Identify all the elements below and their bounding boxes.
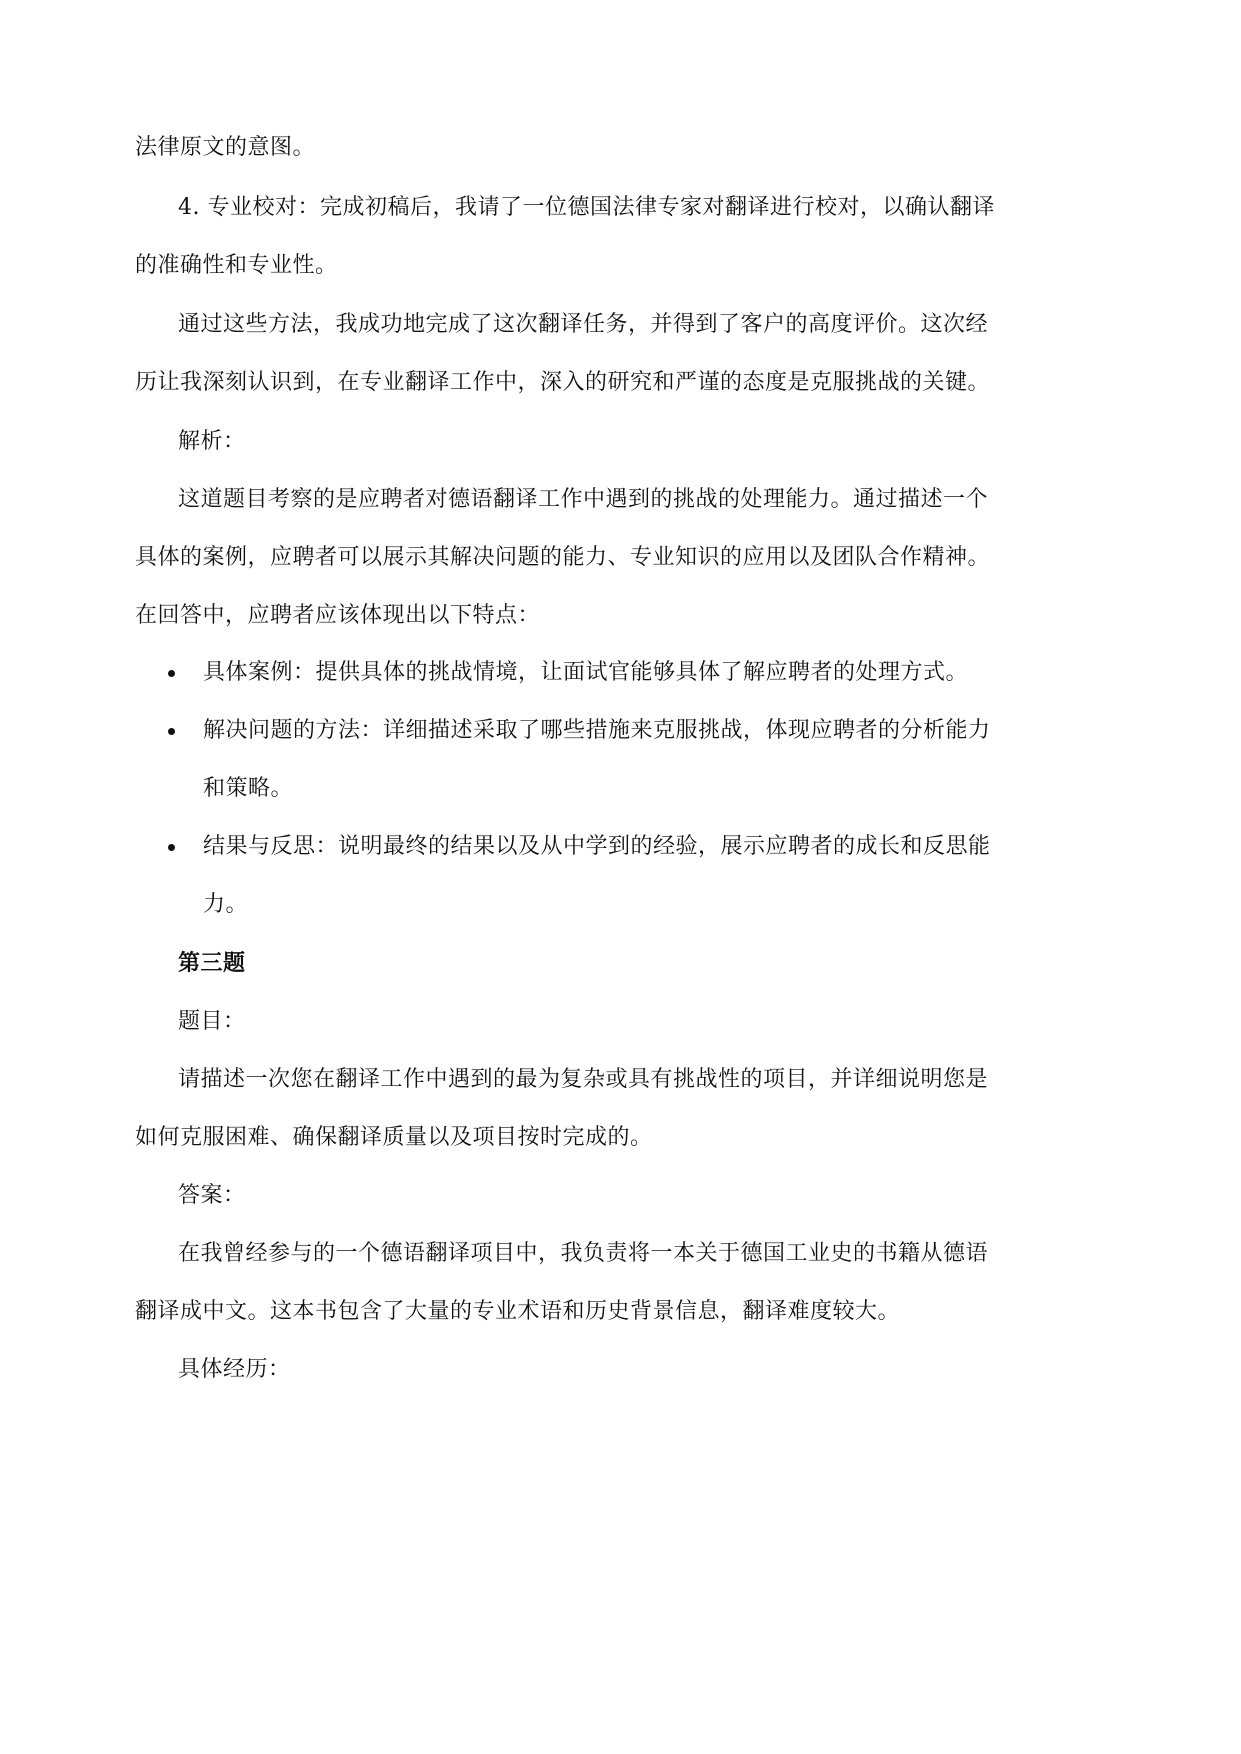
section-heading: 第三题: [178, 950, 246, 976]
bullet-item-2-line-1: 解决问题的方法：详细描述采取了哪些措施来克服挑战，体现应聘者的分析能力: [203, 718, 991, 743]
bullet-icon: [168, 844, 175, 851]
answer-line-1: 在我曾经参与的一个德语翻译项目中，我负责将一本关于德国工业史的书籍从德语: [178, 1241, 989, 1266]
conclusion-line-2: 历让我深刻认识到，在专业翻译工作中，深入的研究和严谨的态度是克服挑战的关键。: [135, 370, 991, 395]
bullet-item-3-line-1: 结果与反思：说明最终的结果以及从中学到的经验，展示应聘者的成长和反思能: [203, 834, 991, 859]
question-line-2: 如何克服困难、确保翻译质量以及项目按时完成的。: [135, 1125, 653, 1150]
analysis-line-1: 这道题目考察的是应聘者对德语翻译工作中遇到的挑战的处理能力。通过描述一个: [178, 487, 989, 512]
bullet-item-2-line-2: 和策略。: [203, 776, 294, 801]
bullet-item-3-line-2: 力。: [203, 892, 249, 917]
experience-label: 具体经历：: [178, 1357, 291, 1382]
bullet-item-1-line-1: 具体案例：提供具体的挑战情境，让面试官能够具体了解应聘者的处理方式。: [203, 660, 969, 685]
answer-line-2: 翻译成中文。这本书包含了大量的专业术语和历史背景信息，翻译难度较大。: [135, 1299, 901, 1324]
paragraph-line: 法律原文的意图。: [135, 135, 316, 160]
analysis-line-2: 具体的案例，应聘者可以展示其解决问题的能力、专业知识的应用以及团队合作精神。: [135, 545, 991, 570]
bullet-icon: [168, 670, 175, 677]
conclusion-line-1: 通过这些方法，我成功地完成了这次翻译任务，并得到了客户的高度评价。这次经: [178, 312, 989, 337]
analysis-line-3: 在回答中，应聘者应该体现出以下特点：: [135, 603, 541, 628]
numbered-item-4-line-2: 的准确性和专业性。: [135, 253, 338, 278]
bullet-icon: [168, 728, 175, 735]
question-line-1: 请描述一次您在翻译工作中遇到的最为复杂或具有挑战性的项目，并详细说明您是: [178, 1067, 989, 1092]
analysis-label: 解析：: [178, 429, 246, 454]
numbered-item-4-line-1: 4. 专业校对：完成初稿后，我请了一位德国法律专家对翻译进行校对，以确认翻译: [178, 195, 995, 220]
question-label: 题目：: [178, 1009, 246, 1034]
answer-label: 答案：: [178, 1183, 246, 1208]
